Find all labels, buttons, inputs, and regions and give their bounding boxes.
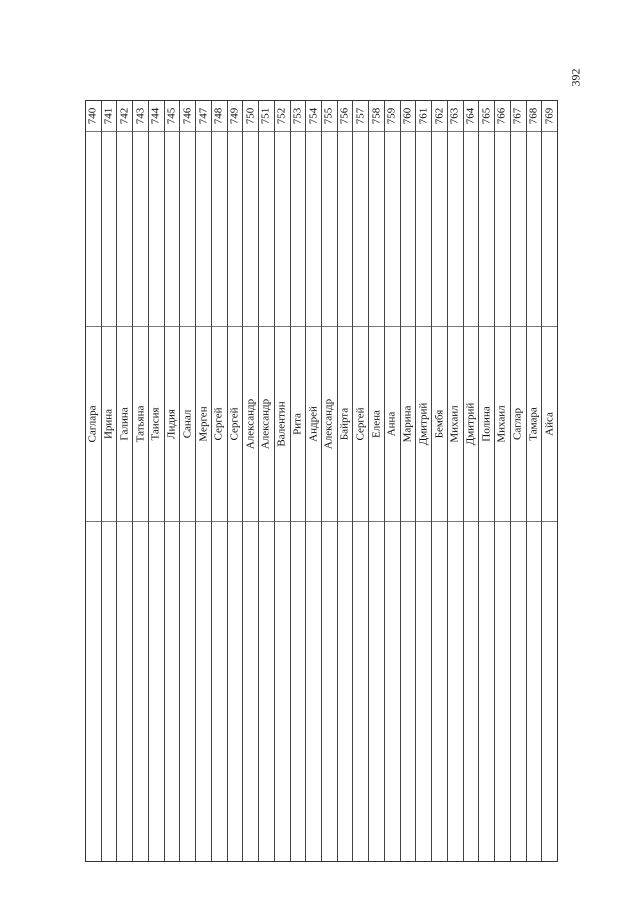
first-name-cell [306,327,321,522]
row-number [527,101,542,132]
first-name-cell-text: Байрта [338,407,351,441]
table-row [133,101,149,861]
first-name-cell [401,327,416,522]
patronymic-cell [149,522,164,861]
surname-cell [259,132,274,327]
row-number [416,101,431,132]
surname-cell [291,132,306,327]
table-row [401,101,417,861]
surname-cell [401,132,416,327]
patronymic-cell [401,522,416,861]
surname-cell [306,132,321,327]
first-name-cell-text: Ирина [102,408,115,440]
table-row [542,101,557,861]
first-name-cell-text: Сергей [212,407,225,441]
row-number-text: 748 [212,107,225,125]
surname-cell [542,132,557,327]
surname-cell [212,132,227,327]
first-name-cell [259,327,274,522]
surname-cell [511,132,526,327]
first-name-cell-text: Анна [385,411,398,437]
first-name-cell-text: Михаил [448,405,461,443]
surname-cell [102,132,117,327]
patronymic-cell [527,522,542,861]
first-name-cell-text: Дмитрий [417,402,430,446]
row-number [259,101,274,132]
row-number [86,101,101,132]
row-number [117,101,132,132]
row-number-text: 752 [275,107,288,125]
patronymic-cell [511,522,526,861]
patronymic-cell [117,522,132,861]
first-name-cell-text: Александр [244,398,257,450]
patronymic-cell [353,522,368,861]
patronymic-cell [243,522,258,861]
first-name-cell [527,327,542,522]
first-name-cell-text: Дмитрий [464,402,477,446]
first-name-cell [149,327,164,522]
first-name-cell [369,327,384,522]
surname-cell [338,132,353,327]
row-number [542,101,557,132]
table-row [180,101,196,861]
row-number-text: 766 [495,107,508,125]
surname-cell [228,132,243,327]
row-number [401,101,416,132]
patronymic-cell [369,522,384,861]
row-number-text: 755 [322,107,335,125]
row-number [432,101,447,132]
row-number-text: 760 [401,107,414,125]
row-number-text: 753 [291,107,304,125]
first-name-cell-text: Александр [259,398,272,450]
first-name-cell-text: Сергей [228,407,241,441]
patronymic-cell [432,522,447,861]
patronymic-cell [165,522,180,861]
patronymic-cell [212,522,227,861]
table-row [353,101,369,861]
row-number-text: 743 [134,107,147,125]
table-row [212,101,228,861]
first-name-cell [86,327,101,522]
row-number-text: 758 [370,107,383,125]
patronymic-cell [86,522,101,861]
surname-cell [353,132,368,327]
row-number [322,101,337,132]
surname-cell [416,132,431,327]
row-number [385,101,400,132]
first-name-cell [338,327,353,522]
row-number-text: 759 [385,107,398,125]
table-row [117,101,133,861]
row-number-text: 749 [228,107,241,125]
row-number [291,101,306,132]
table-row [86,101,102,861]
row-number [133,101,148,132]
patronymic-cell [495,522,510,861]
table-row [495,101,511,861]
first-name-cell [511,327,526,522]
first-name-cell-text: Михаил [495,405,508,443]
first-name-cell [212,327,227,522]
row-number-text: 767 [511,107,524,125]
surname-cell [86,132,101,327]
first-name-cell [291,327,306,522]
surname-cell [527,132,542,327]
row-number [275,101,290,132]
patronymic-cell [479,522,494,861]
patronymic-cell [306,522,321,861]
surname-cell [180,132,195,327]
surname-cell [479,132,494,327]
surname-cell [243,132,258,327]
first-name-cell [432,327,447,522]
patronymic-cell [542,522,557,861]
first-name-cell-text: Таисия [149,407,162,441]
first-name-cell [416,327,431,522]
table-row [527,101,543,861]
first-name-cell-text: Санал [181,409,194,439]
surname-cell [149,132,164,327]
patronymic-cell [133,522,148,861]
table-row [416,101,432,861]
row-number [196,101,211,132]
table-row [448,101,464,861]
patronymic-cell [196,522,211,861]
row-number [243,101,258,132]
surname-cell [275,132,290,327]
first-name-cell [117,327,132,522]
row-number-text: 761 [417,107,430,125]
page-number: 392 [568,68,583,87]
surname-cell [432,132,447,327]
table-row [102,101,118,861]
row-number [306,101,321,132]
row-number-text: 750 [244,107,257,125]
row-number [102,101,117,132]
row-number-text: 769 [543,107,556,125]
table-row [275,101,291,861]
table-row [196,101,212,861]
first-name-cell-text: Бембя [433,409,446,439]
first-name-cell [495,327,510,522]
patronymic-cell [322,522,337,861]
first-name-cell [133,327,148,522]
table-row [464,101,480,861]
patronymic-cell [291,522,306,861]
first-name-cell-text: Елена [370,410,383,438]
first-name-cell [479,327,494,522]
first-name-cell-text: Саглар [511,407,524,441]
surname-cell [322,132,337,327]
patronymic-cell [228,522,243,861]
first-name-cell [385,327,400,522]
table-row [228,101,244,861]
row-number [369,101,384,132]
patronymic-cell [385,522,400,861]
first-name-cell-text: Татьяна [134,405,147,443]
patronymic-cell [416,522,431,861]
table-row [322,101,338,861]
register-table [85,100,558,862]
first-name-cell-text: Рита [291,413,304,435]
row-number [448,101,463,132]
row-number-text: 744 [149,107,162,125]
table-row [165,101,181,861]
row-number [495,101,510,132]
first-name-cell [165,327,180,522]
row-number [165,101,180,132]
first-name-cell [448,327,463,522]
row-number [338,101,353,132]
row-number-text: 745 [165,107,178,125]
row-number-text: 764 [464,107,477,125]
row-number-text: 768 [527,107,540,125]
first-name-cell-text: Валентин [275,401,288,447]
row-number [228,101,243,132]
patronymic-cell [338,522,353,861]
first-name-cell-text: Полина [480,406,493,442]
table-row [149,101,165,861]
row-number [212,101,227,132]
first-name-cell [542,327,557,522]
row-number [511,101,526,132]
surname-cell [495,132,510,327]
patronymic-cell [275,522,290,861]
table-row [243,101,259,861]
row-number-text: 757 [354,107,367,125]
first-name-cell [196,327,211,522]
row-number-text: 746 [181,107,194,125]
surname-cell [464,132,479,327]
table-row [306,101,322,861]
row-number [149,101,164,132]
surname-cell [448,132,463,327]
surname-cell [165,132,180,327]
row-number-text: 763 [448,107,461,125]
row-number [464,101,479,132]
patronymic-cell [448,522,463,861]
first-name-cell [353,327,368,522]
row-number-text: 751 [259,107,272,125]
first-name-cell-text: Марина [401,405,414,443]
surname-cell [385,132,400,327]
table-row [291,101,307,861]
row-number-text: 754 [307,107,320,125]
first-name-cell [322,327,337,522]
patronymic-cell [464,522,479,861]
patronymic-cell [180,522,195,861]
first-name-cell-text: Андрей [307,406,320,442]
row-number [353,101,368,132]
table-row [338,101,354,861]
patronymic-cell [102,522,117,861]
first-name-cell-text: Мерген [197,406,209,442]
table-row [385,101,401,861]
first-name-cell [243,327,258,522]
first-name-cell [180,327,195,522]
first-name-cell-text: Тамара [527,407,540,441]
patronymic-cell [259,522,274,861]
first-name-cell-text: Айса [543,412,556,436]
row-number-text: 741 [102,107,115,125]
row-number-text: 747 [197,107,209,125]
first-name-cell [275,327,290,522]
surname-cell [133,132,148,327]
first-name-cell-text: Александр [322,398,335,450]
row-number-text: 762 [433,107,446,125]
row-number [479,101,494,132]
first-name-cell-text: Саглара [86,405,99,443]
row-number [180,101,195,132]
first-name-cell-text: Галина [118,407,131,441]
row-number-text: 742 [118,107,131,125]
table-row [259,101,275,861]
table-row [511,101,527,861]
first-name-cell [464,327,479,522]
row-number-text: 756 [338,107,351,125]
first-name-cell-text: Сергей [354,407,367,441]
table-row [369,101,385,861]
row-number-text: 765 [480,107,493,125]
surname-cell [117,132,132,327]
first-name-cell [102,327,117,522]
surname-cell [196,132,211,327]
row-number-text: 740 [86,107,99,125]
table-row [432,101,448,861]
surname-cell [369,132,384,327]
first-name-cell [228,327,243,522]
first-name-cell-text: Лидия [165,409,178,439]
table-row [479,101,495,861]
